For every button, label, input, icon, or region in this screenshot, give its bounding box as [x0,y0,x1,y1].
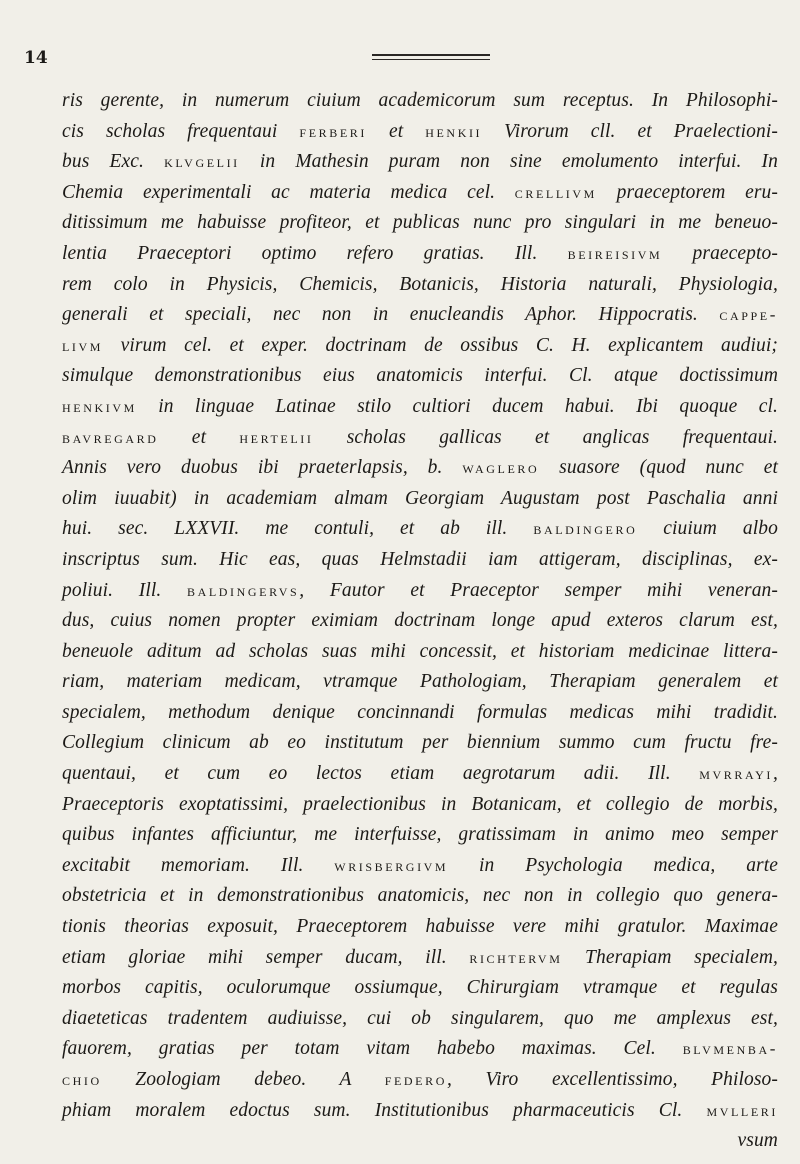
text-line [62,331,778,362]
personal-name: henkivm [62,396,137,416]
text-line [62,514,778,545]
text-run: hui. sec. LXXVII. me contuli, et ab ill. [62,518,534,540]
text-line [62,637,778,668]
text-run: , Fautor et Praeceptor semper mihi veneran- [299,579,778,601]
personal-name: henkii [425,121,483,141]
text-line [62,361,778,392]
text-run: morbos capitis, oculorumque ossiumque, Chirurgiam vtramque et regulas [62,977,778,999]
text-run: et [158,426,240,448]
text-run: riam, materiam medicam, vtramque Pathologiam, Therapiam generalem et [62,671,778,693]
text-run: , [773,763,778,785]
text-run: quibus infantes afficiuntur, me interfuisse, gratissimam in animo meo semper [62,824,778,846]
personal-name: chio [62,1070,102,1089]
text-line [62,973,778,1004]
text-run: virum cel. et exper. doctrinam de ossibus C. H. explicantem audiui; [103,334,778,356]
personal-name: crellivm [514,182,597,202]
personal-name: livm [62,335,104,355]
personal-name: beireisivm [567,243,663,263]
text-line [62,698,778,729]
text-run: rem colo in Physicis, Chemicis, Botanicis, Historia naturali, Physiologia, [62,273,778,295]
text-run: Zoologiam debeo. A [101,1069,385,1090]
text-run: generali et speciali, nec non in enucleandis Aphor. Hippocratis. [62,304,720,326]
text-run: tionis theorias exposuit, Praeceptorem habuisse vere mihi gratulor. Maximae [62,916,778,938]
text-line [62,576,778,607]
text-run: et [366,120,426,142]
text-line [62,606,778,637]
text-run: obstetricia et in demonstrationibus anatomicis, nec non in collegio quo genera- [62,885,778,907]
text-line [62,270,778,301]
text-run: ditissimum me habuisse profiteor, et publicas nunc pro singulari in me beneuo- [62,212,778,234]
text-run: suasore (quod nunc et [539,457,778,479]
text-run: , Viro excellentissimo, Philoso- [446,1069,778,1090]
text-run: in Mathesin puram non sine emolumento interfui. In [239,151,778,173]
text-run: Annis vero duobus ibi praeterlapsis, b. [62,457,463,479]
text-line [62,1004,778,1035]
text-line [62,453,778,484]
text-run: specialem, methodum denique concinnandi formulas medicas mihi tradidit. [62,701,778,723]
text-run: scholas gallicas et anglicas frequentaui. [313,426,778,448]
text-line [62,851,778,882]
personal-name: waglero [462,458,540,478]
personal-name: baldingero [533,519,638,539]
catchword: vsum [737,1130,778,1152]
text-line [62,728,778,759]
text-run: bus Exc. [62,151,165,173]
text-line [62,1034,778,1065]
text-line [62,484,778,515]
text-line [62,881,778,912]
text-run: beneuole aditum ad scholas suas mihi concessit, et historiam medicinae littera- [62,640,778,662]
text-line [62,423,778,454]
text-run: fauorem, gratias per totam vitam habebo maximas. Cel. [62,1038,683,1060]
text-run: cis scholas frequentaui [62,120,300,142]
text-line [62,545,778,576]
personal-name: baldingervs [186,580,300,600]
text-run: lentia Praeceptori optimo refero gratias. Ill. [62,242,568,264]
text-line [62,208,778,239]
personal-name: bavregard [62,427,159,447]
latin-text-block [62,86,778,1157]
text-line [62,392,778,423]
text-line [62,1096,778,1127]
text-line [62,117,778,148]
text-run: simulque demonstrationibus eius anatomicis interfui. Cl. atque doctissimum [62,365,778,387]
text-run: poliui. Ill. [62,579,187,601]
personal-name: federo [384,1070,447,1089]
text-line [62,1065,778,1096]
text-line [62,147,778,178]
text-line [62,912,778,943]
text-run: inscriptus sum. Hic eas, quas Helmstadii iam attigeram, disciplinas, ex- [62,548,778,570]
text-line [62,239,778,270]
text-line [62,759,778,790]
page-header [24,48,764,78]
personal-name: cappe- [719,305,778,325]
text-run: Collegium clinicum ab eo institutum per biennium summo cum fructu fre- [62,732,778,754]
personal-name: hertelii [239,427,314,447]
text-run: Chemia experimentali ac materia medica cel. [62,181,515,203]
text-run: praeceptorem eru- [596,181,778,203]
text-run: olim iuuabit) in academiam almam Georgiam Augustam post Paschalia anni [62,487,778,509]
text-line [62,943,778,974]
text-run: Therapiam specialem, [562,946,778,968]
page-number: 14 [24,48,48,68]
personal-name: ferberi [299,121,367,141]
text-run: in Psychologia medica, arte [448,854,779,876]
text-run: ciuium albo [637,518,778,540]
text-run: Virorum cll. et Praelectioni- [482,120,778,142]
text-run: in linguae Latinae stilo cultiori ducem habui. Ibi quoque cl. [136,395,778,417]
text-line [62,667,778,698]
text-line [62,178,778,209]
personal-name: mvrrayi [699,764,774,784]
text-run: praecepto- [662,242,778,264]
text-run: Praeceptoris exoptatissimi, praelectionibus in Botanicam, et collegio de morbis, [62,793,778,815]
personal-name: mvlleri [706,1100,778,1120]
text-run: phiam moralem edoctus sum. Institutionibus pharmaceuticis Cl. [62,1099,707,1121]
text-line [62,300,778,331]
text-run: etiam gloriae mihi semper ducam, ill. [62,946,470,968]
text-run: ris gerente, in numerum ciuium academicorum sum receptus. In Philosophi- [62,90,778,111]
personal-name: richtervm [469,947,563,967]
text-run: dus, cuius nomen propter eximiam doctrinam longe apud exteros clarum est, [62,610,778,632]
personal-name: klvgelii [164,152,240,172]
personal-name: wrisbergivm [334,855,449,875]
personal-name: blvmenba- [682,1039,778,1059]
text-run: quentaui, et cum eo lectos etiam aegrotarum adii. Ill. [62,763,700,785]
text-run: excitabit memoriam. Ill. [62,854,335,876]
text-line [62,86,778,117]
header-rule [372,54,490,60]
text-line [62,820,778,851]
text-run: diaeteticas tradentem audiuisse, cui ob singularem, quo me amplexus est, [62,1007,778,1029]
text-line [62,790,778,821]
